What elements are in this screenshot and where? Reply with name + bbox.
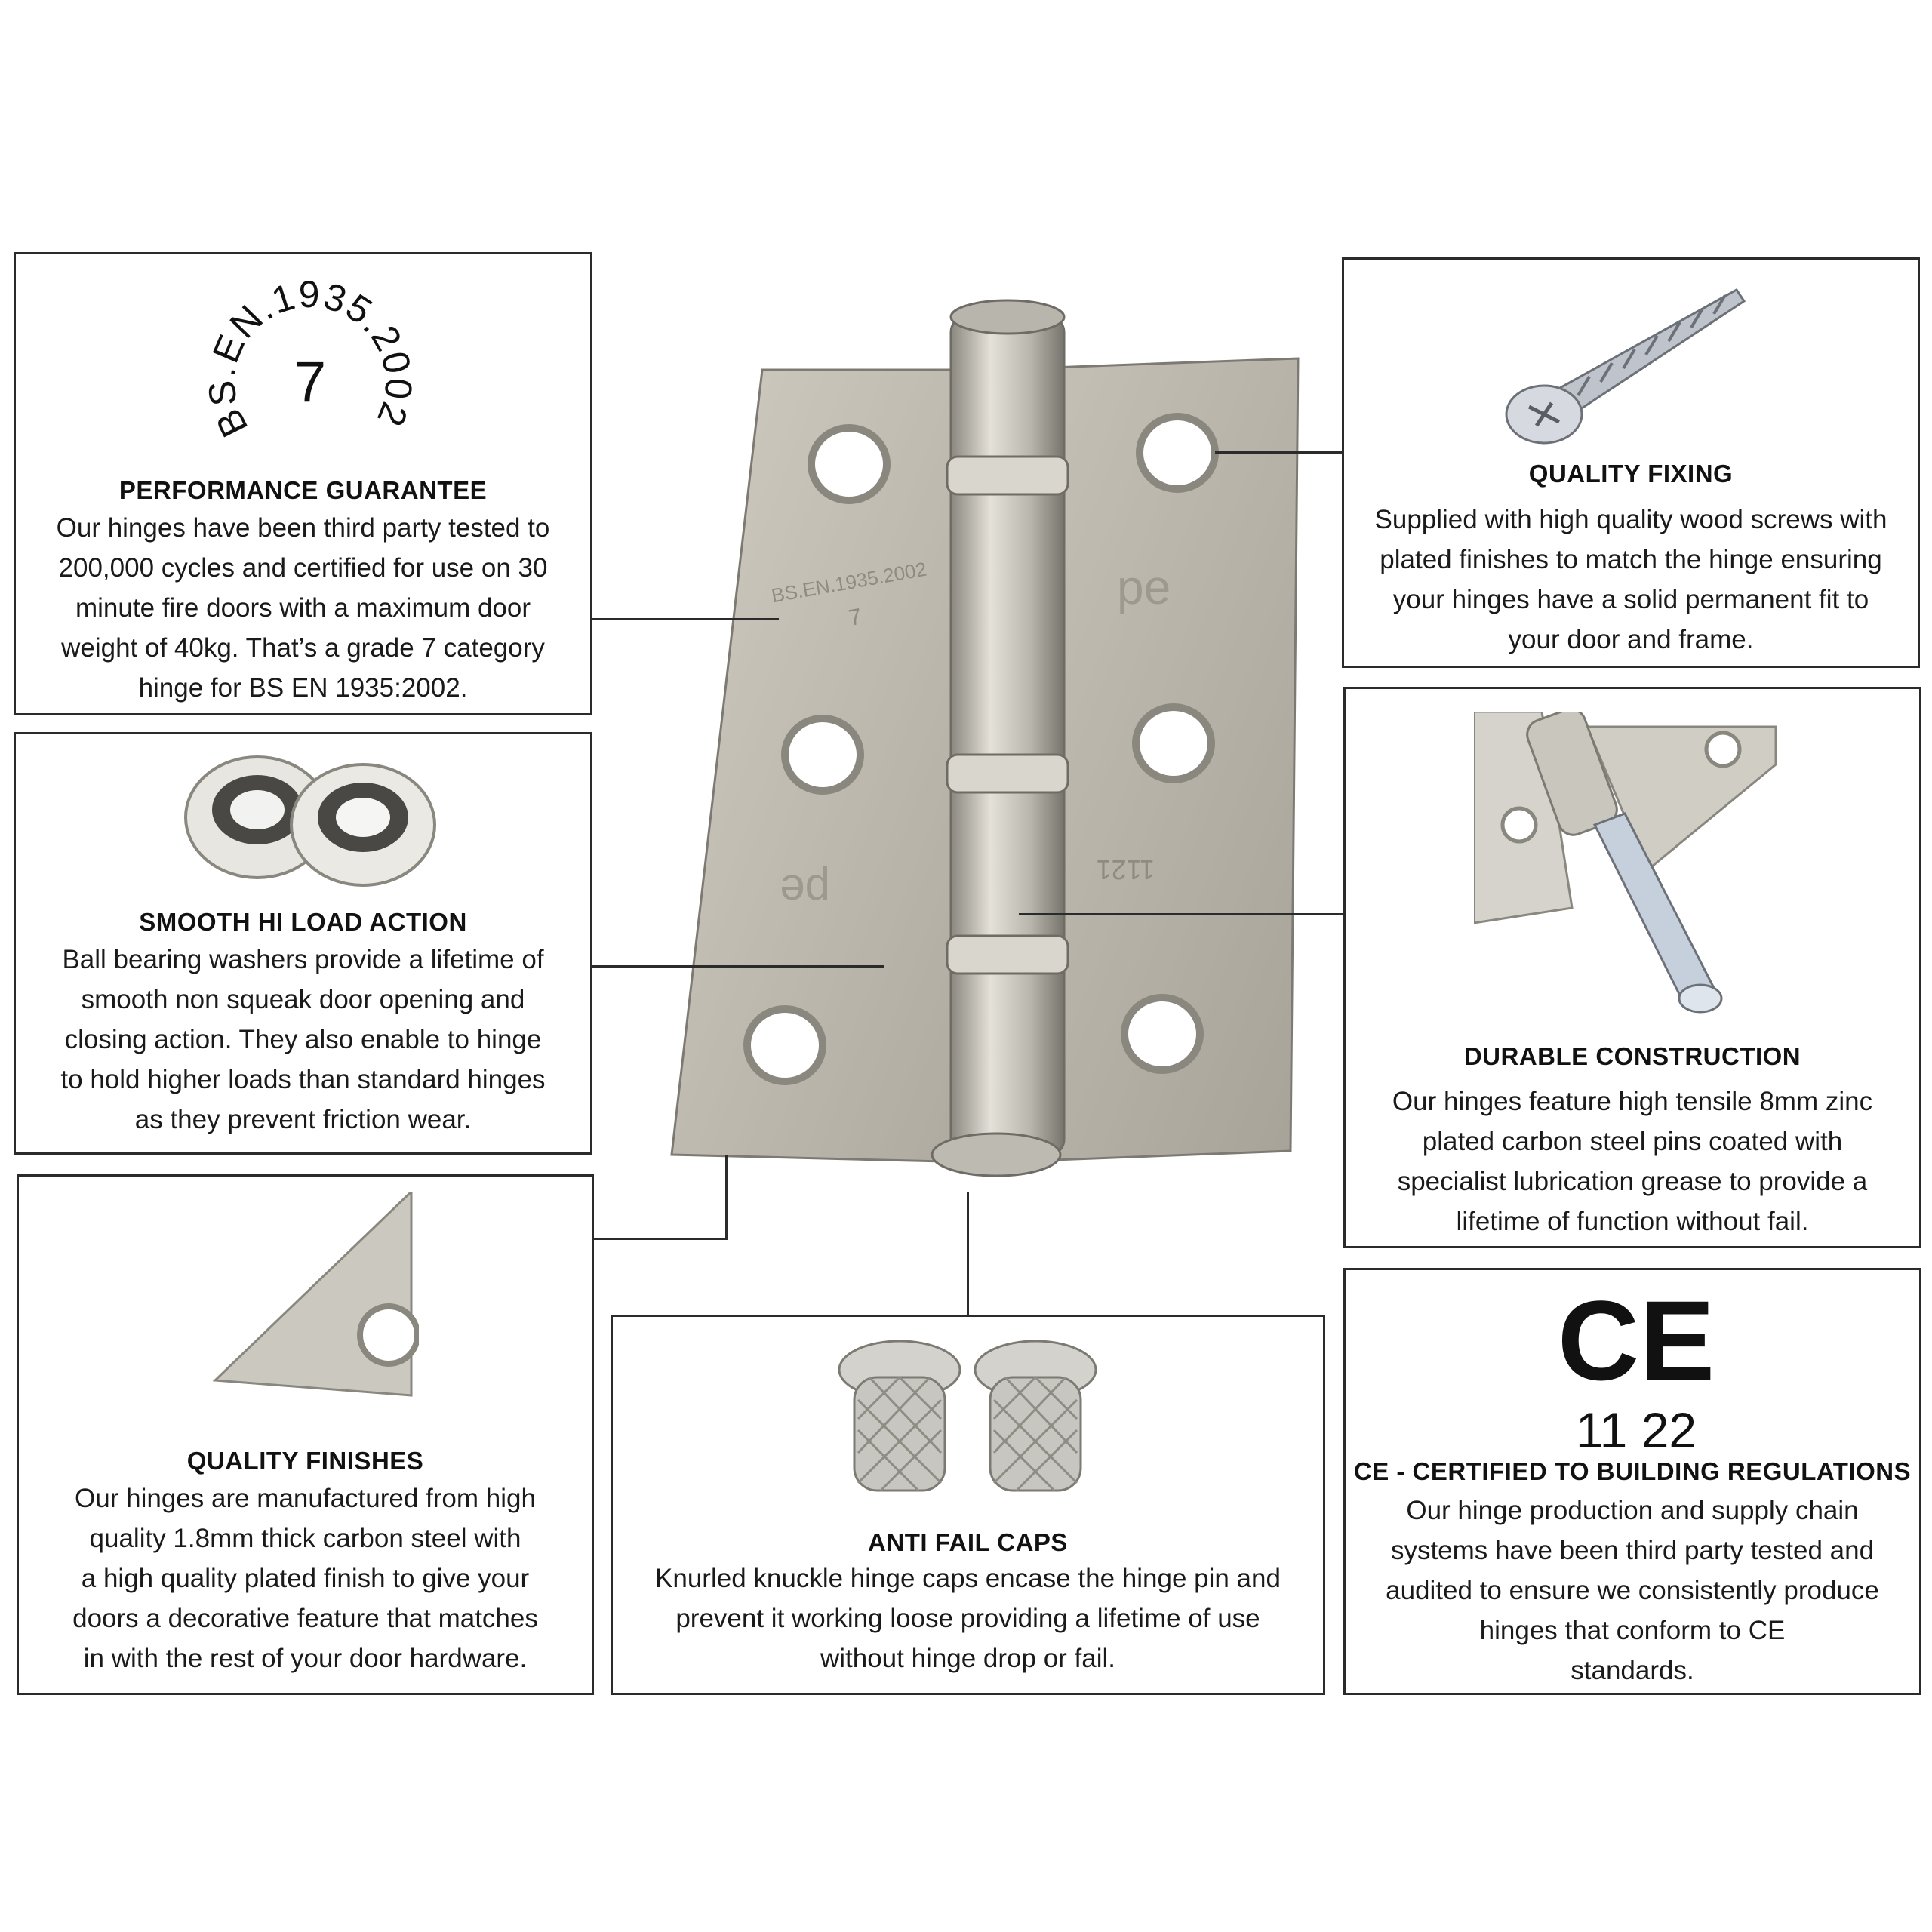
hinge-pin-icon [1474,712,1791,1029]
svg-text:7: 7 [294,350,327,414]
ce-mark-icon [1527,1289,1746,1470]
svg-text:7: 7 [847,604,864,631]
caps-body: Knurled knuckle hinge caps encase the hinge pin and prevent it working loose providing a lifetime of use without hinge drop or fail. [655,1564,1281,1673]
steel-plate-corner-icon [208,1192,419,1403]
panel-quality-fixing [1342,257,1920,668]
performance-body: Our hinges have been third party tested to 200,000 cycles and certified for use on 30 minute fire doors with a maximum door weight of 40kg. That’s a grade 7 category hinge for BS EN 1935:2002. [56,513,550,703]
caps-title: ANTI FAIL CAPS [868,1528,1068,1556]
durable-body: Our hinges feature high tensile 8mm zinc plated carbon steel pins coated with specialist lubrication grease to provide a lifetime of function without fail. [1392,1087,1873,1236]
ball-bearing-washer-icon [174,749,446,893]
ce-body: Our hinge production and supply chain systems have been third party tested and audited to ensure we consistently produce hinges that conform to CE standards. [1386,1496,1879,1685]
knurled-cap-icon [824,1332,1118,1513]
hinge-ce-number: 1121 [1096,854,1155,885]
hinge-knuckle-barrel [932,300,1068,1176]
panel-smooth-hi-load [14,732,592,1155]
panel-anti-fail-caps [611,1315,1325,1695]
panel-ce-certified [1343,1268,1921,1695]
svg-text:BS.EN.1935.2002: BS.EN.1935.2002 [199,272,420,445]
hinge-logo-left: pe [780,866,830,916]
leader-finishes-v [725,1155,728,1240]
bs-en-1935-stamp-icon [197,269,423,451]
fixing-title: QUALITY FIXING [1528,460,1734,488]
smooth-title: SMOOTH HI LOAD ACTION [139,908,467,936]
finishes-title: QUALITY FINISHES [186,1447,424,1475]
panel-performance-guarantee [14,252,592,715]
wood-screw-icon [1503,275,1759,448]
leader-finishes-h [592,1238,728,1240]
durable-title: DURABLE CONSTRUCTION [1463,1042,1801,1070]
smooth-body: Ball bearing washers provide a lifetime of smooth non squeak door opening and closing action. They also enable to hinge to hold higher loads than standard hinges as they prevent friction wear. [60,945,546,1134]
svg-text:11 22: 11 22 [1575,1402,1697,1458]
leader-smooth [590,965,884,968]
panel-durable-construction [1343,687,1921,1248]
hinge-illustration [664,287,1313,1208]
svg-text:CE: CE [1557,1289,1715,1404]
performance-title: PERFORMANCE GUARANTEE [118,476,488,504]
hinge-logo-right: pe [1117,560,1171,614]
leader-performance [590,618,779,620]
finishes-body: Our hinges are manufactured from high quality 1.8mm thick carbon steel with a high quality plated finish to give your doors a decorative feature that matches in with the rest of your door hardware. [72,1484,538,1673]
fixing-body: Supplied with high quality wood screws with plated finishes to match the hinge ensuring your hinges have a solid permanent fit to your door and frame. [1374,505,1887,654]
ce-title: CE - CERTIFIED TO BUILDING REGULATIONS [1353,1457,1912,1485]
leader-durable [1019,913,1343,915]
panel-quality-finishes [17,1174,594,1695]
svg-text:BS.EN.1935.2002: BS.EN.1935.2002 [769,557,929,608]
leader-caps [967,1192,969,1315]
leader-fixing [1215,451,1343,454]
